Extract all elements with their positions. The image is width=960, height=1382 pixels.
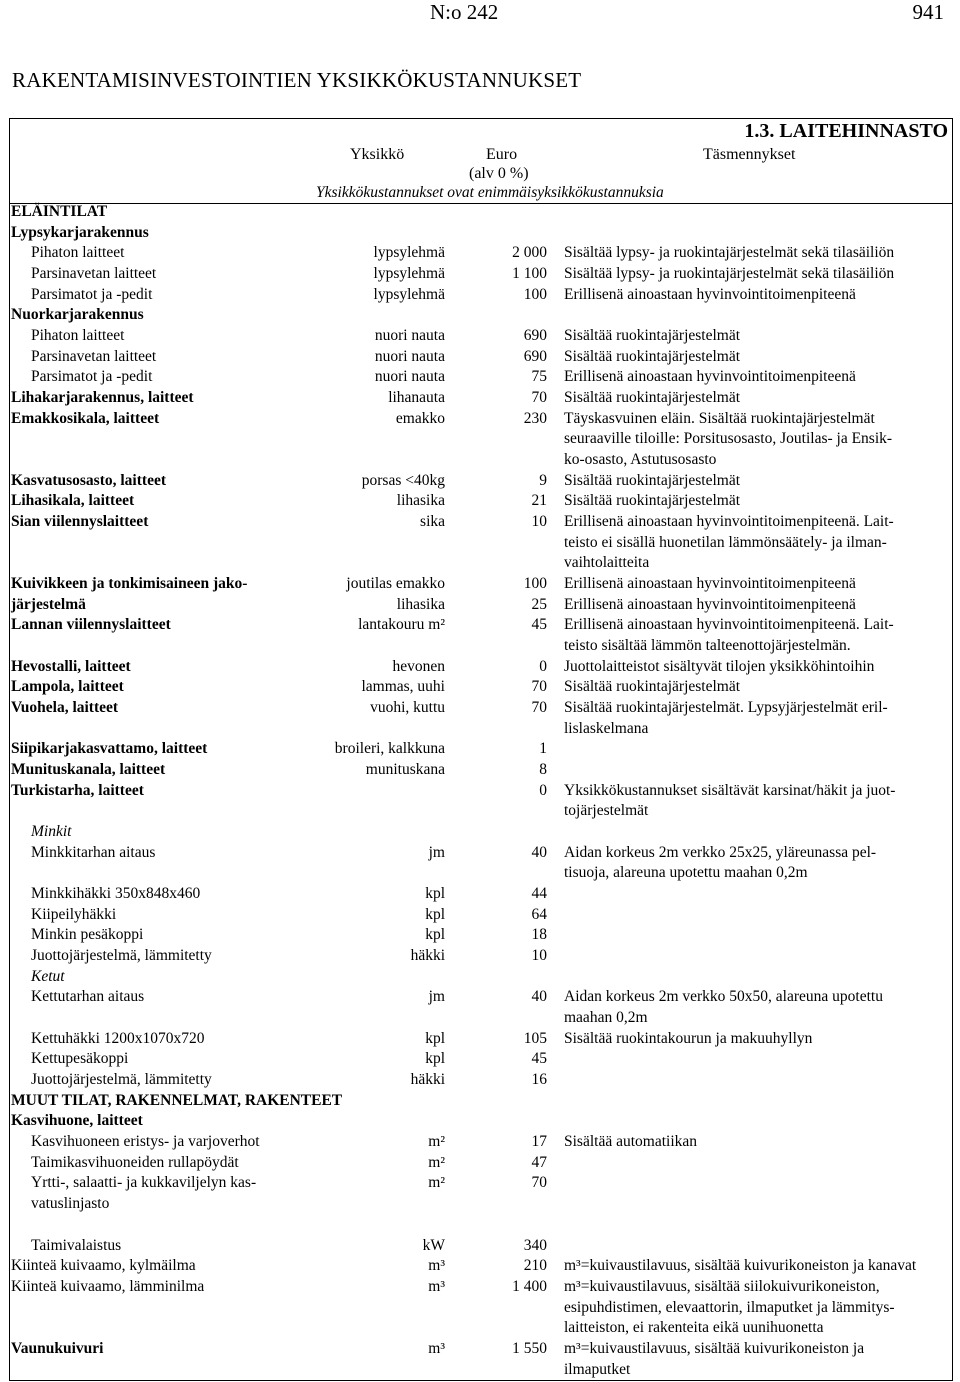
table-row <box>0 946 960 967</box>
item-price: 1 <box>539 740 547 758</box>
item-name: Pihaton laitteet <box>31 244 125 262</box>
item-price: 1 400 <box>512 1277 547 1295</box>
table-row <box>0 657 960 678</box>
item-name: Parsinavetan laitteet <box>31 347 157 365</box>
item-details: Aidan korkeus 2m verkko 50x50, alareuna upotettu <box>564 988 883 1006</box>
item-name: Kasvatusosasto, laitteet <box>11 471 166 489</box>
item-details: Sisältää ruokintajärjestelmät <box>564 347 741 365</box>
table-row <box>0 1132 960 1153</box>
item-unit: jm <box>428 988 445 1006</box>
item-name: Parsimatot ja -pedit <box>31 285 153 303</box>
item-details: tojärjestelmät <box>564 802 649 820</box>
item-price: 64 <box>531 905 547 923</box>
table-row <box>0 801 960 822</box>
item-name: Parsimatot ja -pedit <box>31 368 153 386</box>
item-price: 44 <box>531 885 547 903</box>
item-name: Lampola, laitteet <box>11 678 124 696</box>
table-row <box>0 615 960 636</box>
item-name: Lypsykarjarakennus <box>11 223 149 241</box>
item-details: ilmaputket <box>564 1360 631 1378</box>
table-row <box>0 1111 960 1132</box>
item-details: Täyskasvuinen eläin. Sisältää ruokintajärjestelmät <box>564 409 875 427</box>
table-row <box>0 760 960 781</box>
item-name: Kettuhäkki 1200x1070x720 <box>31 1029 205 1047</box>
item-price: 45 <box>531 616 547 634</box>
item-unit: lihasika <box>396 492 445 510</box>
item-details: Erillisenä ainoastaan hyvinvointitoimenpiteenä <box>564 368 856 386</box>
table-row <box>0 843 960 864</box>
item-unit: lypsylehmä <box>373 285 445 303</box>
item-unit: m³ <box>428 1277 445 1295</box>
item-details: Erillisenä ainoastaan hyvinvointitoimenpiteenä <box>564 595 856 613</box>
table-row <box>0 967 960 988</box>
item-details: ko-osasto, Astutusosasto <box>564 451 717 469</box>
item-name: Minkin pesäkoppi <box>31 926 144 944</box>
item-unit: vuohi, kuttu <box>370 699 445 717</box>
item-details: Erillisenä ainoastaan hyvinvointitoimenpiteenä. Lait- <box>564 513 894 531</box>
item-unit: häkki <box>410 1071 445 1089</box>
page-number: 941 <box>912 0 944 24</box>
item-name: Minkit <box>31 823 72 841</box>
table-row <box>0 347 960 368</box>
table-row <box>0 1360 960 1381</box>
item-unit: häkki <box>410 947 445 965</box>
item-name: Kasvihuone, laitteet <box>11 1112 143 1130</box>
item-price: 70 <box>531 389 547 407</box>
item-unit: hevonen <box>392 657 445 675</box>
item-details: Sisältää ruokintajärjestelmät <box>564 678 741 696</box>
table-row <box>0 781 960 802</box>
table-row <box>0 1215 960 1236</box>
section-title: 1.3. LAITEHINNASTO <box>744 120 948 142</box>
item-details: teisto ei sisällä huonetilan lämmönsäätely- ja ilman- <box>564 533 887 551</box>
item-unit: m³ <box>428 1257 445 1275</box>
item-price: 1 100 <box>512 265 547 282</box>
item-name: Yrtti-, salaatti- ja kukkaviljelyn kas- <box>31 1174 257 1192</box>
item-details: Sisältää automatiikan <box>564 1133 698 1151</box>
item-details: lislaskelmana <box>564 719 649 737</box>
item-name: Minkkihäkki 350x848x460 <box>31 885 201 903</box>
table-row <box>0 533 960 554</box>
item-price: 17 <box>531 1133 547 1151</box>
table-row <box>0 367 960 388</box>
item-price: 100 <box>523 285 547 303</box>
item-name: ELÄINTILAT <box>11 203 108 220</box>
item-name: Kuivikkeen ja tonkimisaineen jako- <box>11 575 248 593</box>
item-name: Nuorkarjarakennus <box>11 306 144 324</box>
table-row <box>0 285 960 306</box>
item-name: Turkistarha, laitteet <box>11 781 144 799</box>
item-name: Sian viilennyslaitteet <box>11 513 149 531</box>
table-row <box>0 512 960 533</box>
table-row <box>0 388 960 409</box>
item-price: 9 <box>539 471 547 489</box>
item-details: Juottolaitteistot sisältyvät tilojen yksikköhintoihin <box>564 657 875 675</box>
item-price: 40 <box>531 988 547 1006</box>
item-unit: lihasika <box>396 595 445 613</box>
item-details: seuraaville tiloille: Porsitusosasto, Joutilas- ja Ensik- <box>564 430 893 448</box>
item-price: 690 <box>523 347 547 365</box>
table-row <box>0 1256 960 1277</box>
item-name: Parsinavetan laitteet <box>31 265 157 282</box>
table-row <box>0 305 960 326</box>
item-unit: joutilas emakko <box>346 575 445 593</box>
item-details: tisuoja, alareuna upotettu maahan 0,2m <box>564 864 808 882</box>
item-name: Juottojärjestelmä, lämmitetty <box>31 947 212 965</box>
table-row <box>0 1049 960 1070</box>
item-name: Kiinteä kuivaamo, kylmäilma <box>11 1257 196 1275</box>
item-name: Minkkitarhan aitaus <box>31 843 156 861</box>
item-name: Kiinteä kuivaamo, lämminilma <box>11 1277 205 1295</box>
item-details: laitteiston, ei rakenteita eikä uunihuonetta <box>564 1319 824 1337</box>
item-price: 105 <box>523 1029 547 1047</box>
item-name: Lihakarjarakennus, laitteet <box>11 389 194 407</box>
item-name: Hevostalli, laitteet <box>11 657 131 675</box>
item-unit: kpl <box>425 1029 445 1047</box>
item-details: Sisältää ruokintajärjestelmät <box>564 327 741 345</box>
table-row <box>0 1029 960 1050</box>
item-unit: m² <box>428 1174 445 1192</box>
item-price: 10 <box>531 513 547 531</box>
item-name: Taimivalaistus <box>31 1236 122 1254</box>
item-name: Lihasikala, laitteet <box>11 492 135 510</box>
item-unit: kpl <box>425 885 445 903</box>
table-row <box>0 884 960 905</box>
item-price: 25 <box>531 595 547 613</box>
item-details: Sisältää ruokintajärjestelmät. Lypsyjärjestelmät eril- <box>564 699 888 717</box>
item-unit: jm <box>428 843 445 861</box>
item-name: MUUT TILAT, RAKENNELMAT, RAKENTEET <box>11 1091 343 1109</box>
item-details: Sisältää ruokintajärjestelmät <box>564 471 741 489</box>
item-price: 21 <box>531 492 547 510</box>
table-row <box>0 1070 960 1091</box>
item-details: m³=kuivaustilavuus, sisältää kuivurikoneiston ja kanavat <box>564 1257 917 1275</box>
item-details: Aidan korkeus 2m verkko 25x25, yläreunassa pel- <box>564 843 877 861</box>
table-row <box>0 429 960 450</box>
item-unit: emakko <box>395 409 445 427</box>
item-details: Sisältää ruokintajärjestelmät <box>564 389 741 407</box>
item-unit: lypsylehmä <box>373 244 445 262</box>
table-row <box>0 553 960 574</box>
item-unit: lantakouru m² <box>358 616 445 634</box>
item-unit: nuori nauta <box>374 327 445 345</box>
item-price: 230 <box>523 409 547 427</box>
table-row <box>0 739 960 760</box>
item-unit: broileri, kalkkuna <box>334 740 445 758</box>
item-details: Erillisenä ainoastaan hyvinvointitoimenpiteenä <box>564 285 856 303</box>
item-name: Juottojärjestelmä, lämmitetty <box>31 1071 212 1089</box>
table-row <box>0 925 960 946</box>
item-details: m³=kuivaustilavuus, sisältää siilokuivurikoneiston, <box>564 1277 880 1295</box>
item-unit: lihanauta <box>388 389 445 407</box>
item-price: 70 <box>531 678 547 696</box>
item-name: järjestelmä <box>11 595 86 613</box>
column-header-euro: Euro <box>486 146 518 163</box>
table-row <box>0 491 960 512</box>
table-row <box>0 1298 960 1319</box>
item-name: Emakkosikala, laitteet <box>11 409 160 427</box>
table-row <box>0 1339 960 1360</box>
item-price: 18 <box>531 926 547 944</box>
item-price: 340 <box>523 1236 547 1254</box>
item-unit: lypsylehmä <box>373 265 445 282</box>
item-price: 0 <box>539 781 547 799</box>
table-row <box>0 202 960 223</box>
item-price: 40 <box>531 843 547 861</box>
column-header-details: Täsmennykset <box>703 146 796 163</box>
item-price: 1 550 <box>512 1339 547 1357</box>
item-unit: nuori nauta <box>374 368 445 386</box>
table-row <box>0 719 960 740</box>
item-details: maahan 0,2m <box>564 1009 648 1027</box>
table-row <box>0 822 960 843</box>
item-price: 16 <box>531 1071 547 1089</box>
item-details: Sisältää ruokintajärjestelmät <box>564 492 741 510</box>
table-row <box>0 1277 960 1298</box>
table-row <box>0 471 960 492</box>
item-name: Kiipeilyhäkki <box>31 905 117 923</box>
table-row <box>0 1153 960 1174</box>
item-unit: sika <box>420 513 445 531</box>
table-row <box>0 450 960 471</box>
item-name: Pihaton laitteet <box>31 327 125 345</box>
item-price: 100 <box>523 575 547 593</box>
table-row <box>0 1194 960 1215</box>
cost-note: Yksikkökustannukset ovat enimmäisyksikkökustannuksia <box>316 184 664 201</box>
table-row <box>0 1236 960 1257</box>
item-price: 70 <box>531 1174 547 1192</box>
item-price: 70 <box>531 699 547 717</box>
item-unit: lammas, uuhi <box>361 678 445 696</box>
item-price: 0 <box>539 657 547 675</box>
item-details: teisto sisältää lämmön talteenottojärjestelmän. <box>564 637 851 655</box>
item-price: 47 <box>531 1153 547 1171</box>
table-row <box>0 987 960 1008</box>
item-unit: porsas <40kg <box>361 471 445 489</box>
item-details: Erillisenä ainoastaan hyvinvointitoimenpiteenä. Lait- <box>564 616 894 634</box>
item-price: 10 <box>531 947 547 965</box>
item-price: 2 000 <box>512 244 547 262</box>
table-row <box>0 1091 960 1112</box>
item-price: 210 <box>523 1257 547 1275</box>
item-name: vatuslinjasto <box>31 1195 110 1213</box>
item-name: Kettupesäkoppi <box>31 1050 129 1068</box>
table-row <box>0 595 960 616</box>
item-name: Taimikasvihuoneiden rullapöydät <box>31 1153 239 1171</box>
item-price: 8 <box>539 761 547 779</box>
table-row <box>0 1173 960 1194</box>
item-name: Siipikarjakasvattamo, laitteet <box>11 740 208 758</box>
table-row <box>0 677 960 698</box>
table-row <box>0 326 960 347</box>
issue-number: N:o 242 <box>430 0 499 24</box>
item-unit: kpl <box>425 926 445 944</box>
item-name: Ketut <box>31 967 65 985</box>
item-unit: kpl <box>425 1050 445 1068</box>
column-header-unit: Yksikkö <box>350 146 405 163</box>
item-unit: munituskana <box>365 761 445 779</box>
item-unit: m³ <box>428 1339 445 1357</box>
table-row <box>0 223 960 244</box>
table-row <box>0 698 960 719</box>
column-header-euro-vat: (alv 0 %) <box>469 165 529 182</box>
document-title: RAKENTAMISINVESTOINTIEN YKSIKKÖKUSTANNUKSET <box>12 68 582 92</box>
item-name: Lannan viilennyslaitteet <box>11 616 171 634</box>
item-name: Munituskanala, laitteet <box>11 761 166 779</box>
item-name: Vuohela, laitteet <box>11 699 119 717</box>
item-unit: m² <box>428 1133 445 1151</box>
item-name: Vaunukuivuri <box>11 1339 104 1357</box>
item-unit: kW <box>422 1236 445 1254</box>
item-details: Erillisenä ainoastaan hyvinvointitoimenpiteenä <box>564 575 856 593</box>
item-details: esipuhdistimen, elevaattorin, ilmaputket ja lämmitys- <box>564 1298 895 1316</box>
item-details: Yksikkökustannukset sisältävät karsinat/häkit ja juot- <box>564 781 896 799</box>
item-unit: nuori nauta <box>374 347 445 365</box>
item-details: m³=kuivaustilavuus, sisältää kuivurikoneiston ja <box>564 1339 865 1357</box>
table-row <box>0 905 960 926</box>
item-unit: kpl <box>425 905 445 923</box>
item-name: Kasvihuoneen eristys- ja varjoverhot <box>31 1133 260 1151</box>
table-row <box>0 1318 960 1339</box>
item-price: 45 <box>531 1050 547 1068</box>
item-details: vaihtolaitteita <box>564 554 650 572</box>
table-row <box>0 409 960 430</box>
item-details: Sisältää lypsy- ja ruokintajärjestelmät sekä tilasäiliön <box>564 265 895 282</box>
table-row <box>0 636 960 657</box>
item-details: Sisältää ruokintakourun ja makuuhyllyn <box>564 1029 813 1047</box>
table-row <box>0 863 960 884</box>
table-row <box>0 264 960 285</box>
table-row <box>0 1008 960 1029</box>
table-row <box>0 574 960 595</box>
table-row <box>0 243 960 264</box>
item-price: 690 <box>523 327 547 345</box>
item-details: Sisältää lypsy- ja ruokintajärjestelmät sekä tilasäiliön <box>564 244 895 262</box>
item-price: 75 <box>531 368 547 386</box>
item-name: Kettutarhan aitaus <box>31 988 145 1006</box>
item-unit: m² <box>428 1153 445 1171</box>
